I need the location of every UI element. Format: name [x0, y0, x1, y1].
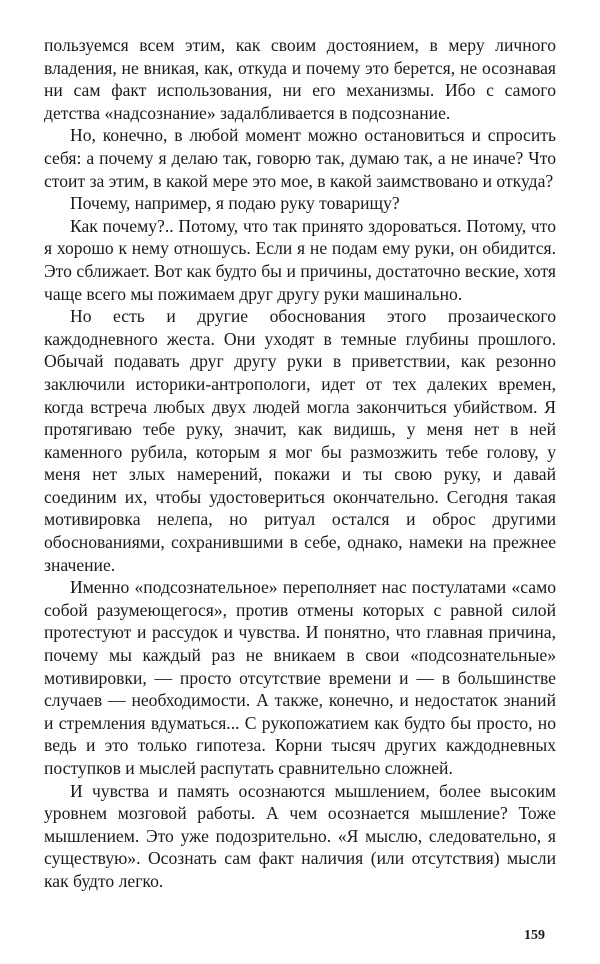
paragraph-7: И чувства и память осознаются мышлением, более высоким уровнем мозговой работы. А чем осознается мышление? Тоже мышлением. Это уже подозрительно. «Я мыслю, следовательно, я существую». Осознать сам факт наличия (или отсутствия) мысли как будто легко.: [44, 780, 556, 891]
paragraph-3: Почему, например, я подаю руку товарищу?: [70, 193, 400, 214]
page-number: 159: [524, 928, 545, 943]
paragraph-6: Именно «подсознательное» переполняет нас постулатами «само собой разумеющегося», против отмены которых с равной силой протестуют и рассудок и чувства. И понятно, что главная причина, почему мы каждый раз не вникаем в свои «подсознательные» мотивировки, — просто отсутствие времени и — в большинстве случаев — необходимости. А также, конечно, и недостаток знаний и стремления вдуматься... С рукопожатием как будто бы просто, но ведь и это только гипотеза. Корни тысяч других каждодневных поступков и мыслей распутать сравнительно сложней.: [44, 577, 556, 778]
paragraph-5: Но есть и другие обоснования этого прозаического каждодневного жеста. Они уходят в темные глубины прошлого. Обычай подавать друг другу руки в приветствии, как резонно заключили историки-антропологи, идет от тех далеких времен, когда встреча любых двух людей могла закончиться убийством. Я протягиваю тебе руку, значит, как видишь, у меня нет в ней каменного рубила, которым я мог бы размозжить тебе голову, у меня нет злых намерений, покажи и ты свою руку, и давай соединим их, чтобы удостовериться окончательно. Сегодня такая мотивировка нелепа, но ритуал остался и оброс другими обоснованиями, сохранившими в себе, однако, намеки на прежнее значение.: [44, 306, 556, 575]
paragraph-1: пользуемся всем этим, как своим достоянием, в меру личного владения, не вникая, как, откуда и почему это берется, не осознавая ни сам факт использования, ни его механизмы. Ибо с самого детства «надсознание» задалбливается в подсознание.: [44, 35, 556, 123]
paragraph-2: Но, конечно, в любой момент можно остановиться и спросить себя: а почему я делаю так, говорю так, думаю так, а не иначе? Что стоит за этим, в какой мере это мое, в какой заимствовано и откуда?: [44, 125, 556, 191]
paragraph-4: Как почему?.. Потому, что так принято здороваться. Потому, что я хорошо к нему отношусь. Если я не подам ему руки, он обидится. Это сближает. Вот как будто бы и причины, достаточно веские, хотя чаще всего мы пожимаем друг другу руки машинально.: [44, 215, 556, 304]
page-text: [44, 34, 556, 893]
